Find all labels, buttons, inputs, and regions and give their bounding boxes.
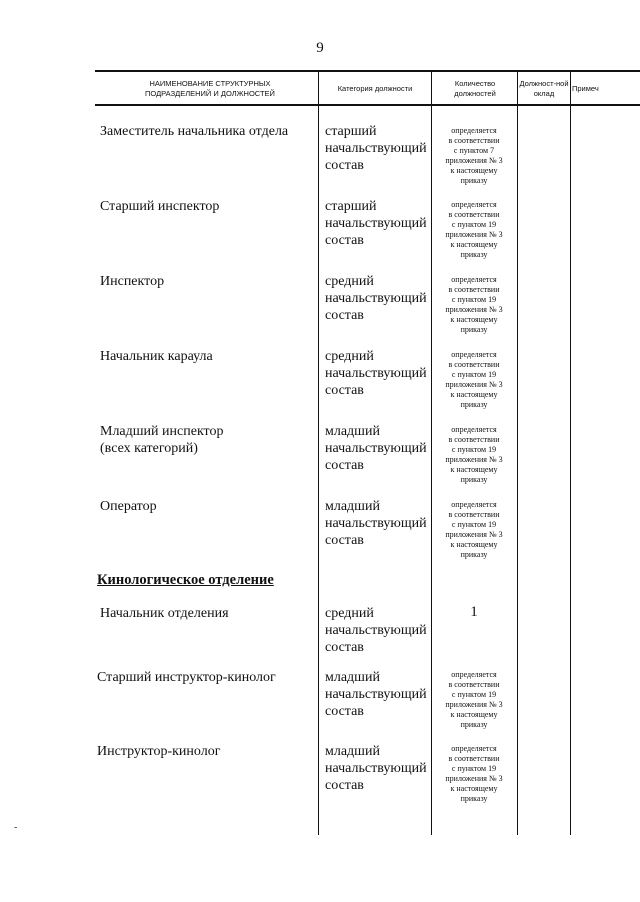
quantity-line: определяется xyxy=(451,200,497,209)
category-line: состав xyxy=(325,158,364,173)
category-line: начальствующий xyxy=(325,291,427,306)
category-line: старший xyxy=(325,124,377,139)
quantity-line: к настоящему xyxy=(450,166,498,175)
quantity-line: с пунктом 19 xyxy=(451,520,497,529)
header-name: НАИМЕНОВАНИЕ СТРУКТУРНЫХ ПОДРАЗДЕЛЕНИЙ И ДОЛЖНОСТЕЙ xyxy=(145,79,275,98)
quantity-line: в соответствии xyxy=(448,285,500,294)
position-category xyxy=(325,743,435,794)
quantity-line: в соответствии xyxy=(448,360,500,369)
quantity-line: к настоящему xyxy=(450,315,498,324)
position-category xyxy=(325,198,435,249)
column-divider xyxy=(517,70,518,835)
header-category: Категория должности xyxy=(337,83,413,93)
category-line: состав xyxy=(325,383,364,398)
category-line: начальствующий xyxy=(325,623,427,638)
quantity-line: в соответствии xyxy=(448,754,500,763)
position-name: Начальник караула xyxy=(100,349,213,364)
quantity-line: с пунктом 19 xyxy=(451,690,497,699)
quantity-line: приложения № 3 xyxy=(445,305,503,314)
section-title: Кинологическое отделение xyxy=(97,572,274,588)
position-name: Младший инспектор (всех категорий) xyxy=(100,424,224,456)
quantity-line: приказу xyxy=(460,794,488,803)
quantity-line: в соответствии xyxy=(448,510,500,519)
column-divider xyxy=(570,70,571,835)
quantity-line: приказу xyxy=(460,475,488,484)
quantity-line: с пунктом 19 xyxy=(451,764,497,773)
category-line: начальствующий xyxy=(325,687,427,702)
quantity-line: к настоящему xyxy=(450,710,498,719)
quantity-line: к настоящему xyxy=(450,240,498,249)
category-line: младший xyxy=(325,744,380,759)
quantity-line: с пунктом 19 xyxy=(451,220,497,229)
category-line: состав xyxy=(325,233,364,248)
position-category xyxy=(325,423,435,474)
position-quantity xyxy=(431,275,517,335)
quantity-line: с пунктом 19 xyxy=(451,445,497,454)
quantity-line: приложения № 3 xyxy=(445,230,503,239)
category-line: начальствующий xyxy=(325,366,427,381)
category-line: младший xyxy=(325,499,380,514)
category-line: состав xyxy=(325,533,364,548)
quantity-line: к настоящему xyxy=(450,390,498,399)
quantity-line: с пунктом 7 xyxy=(453,146,495,155)
position-quantity-value: 1 xyxy=(470,604,478,620)
quantity-line: определяется xyxy=(451,744,497,753)
position-quantity xyxy=(431,126,517,186)
category-line: начальствующий xyxy=(325,216,427,231)
quantity-line: приложения № 3 xyxy=(445,700,503,709)
quantity-line: приложения № 3 xyxy=(445,455,503,464)
position-quantity xyxy=(431,500,517,560)
position-category xyxy=(325,669,435,720)
quantity-line: определяется xyxy=(451,425,497,434)
quantity-line: приложения № 3 xyxy=(445,530,503,539)
quantity-line: приложения № 3 xyxy=(445,380,503,389)
category-line: состав xyxy=(325,704,364,719)
category-line: начальствующий xyxy=(325,761,427,776)
position-quantity xyxy=(431,744,517,804)
quantity-line: определяется xyxy=(451,500,497,509)
quantity-line: определяется xyxy=(451,670,497,679)
position-name: Старший инспектор xyxy=(100,199,220,214)
margin-mark: - xyxy=(14,822,18,833)
position-quantity xyxy=(431,350,517,410)
position-category xyxy=(325,605,435,656)
quantity-line: приказу xyxy=(460,325,488,334)
quantity-line: определяется xyxy=(451,350,497,359)
quantity-line: приказу xyxy=(460,400,488,409)
category-line: состав xyxy=(325,308,364,323)
category-line: состав xyxy=(325,640,364,655)
category-line: младший xyxy=(325,670,380,685)
page-number: 9 xyxy=(316,40,324,56)
quantity-line: приказу xyxy=(460,720,488,729)
column-divider xyxy=(318,70,319,835)
quantity-line: приказу xyxy=(460,250,488,259)
position-name: Оператор xyxy=(100,499,157,514)
position-category xyxy=(325,123,435,174)
category-line: средний xyxy=(325,349,374,364)
quantity-line: с пунктом 19 xyxy=(451,370,497,379)
quantity-line: с пунктом 19 xyxy=(451,295,497,304)
position-name: Инструктор-кинолог xyxy=(97,744,221,759)
category-line: средний xyxy=(325,606,374,621)
position-quantity xyxy=(431,200,517,260)
position-quantity xyxy=(431,425,517,485)
position-name: Инспектор xyxy=(100,274,165,289)
category-line: начальствующий xyxy=(325,441,427,456)
position-quantity xyxy=(431,670,517,730)
quantity-line: в соответствии xyxy=(448,210,500,219)
position-name: Старший инструктор-кинолог xyxy=(97,670,276,685)
quantity-line: определяется xyxy=(451,126,497,135)
category-line: начальствующий xyxy=(325,516,427,531)
header-salary: Должност-ной оклад xyxy=(519,79,569,98)
position-category xyxy=(325,273,435,324)
header-quantity: Количество должностей xyxy=(454,79,496,98)
quantity-line: приложения № 3 xyxy=(445,156,503,165)
quantity-line: в соответствии xyxy=(448,680,500,689)
category-line: начальствующий xyxy=(325,141,427,156)
position-category xyxy=(325,348,435,399)
quantity-line: к настоящему xyxy=(450,784,498,793)
header-note: Примеч xyxy=(572,83,599,93)
quantity-line: приказу xyxy=(460,176,488,185)
category-line: средний xyxy=(325,274,374,289)
quantity-line: приложения № 3 xyxy=(445,774,503,783)
quantity-line: в соответствии xyxy=(448,136,500,145)
category-line: состав xyxy=(325,778,364,793)
position-name: Начальник отделения xyxy=(100,606,229,621)
quantity-line: к настоящему xyxy=(450,465,498,474)
category-line: состав xyxy=(325,458,364,473)
category-line: младший xyxy=(325,424,380,439)
category-line: старший xyxy=(325,199,377,214)
position-category xyxy=(325,498,435,549)
position-name: Заместитель начальника отдела xyxy=(100,124,289,139)
quantity-line: приказу xyxy=(460,550,488,559)
quantity-line: к настоящему xyxy=(450,540,498,549)
quantity-line: в соответствии xyxy=(448,435,500,444)
quantity-line: определяется xyxy=(451,275,497,284)
